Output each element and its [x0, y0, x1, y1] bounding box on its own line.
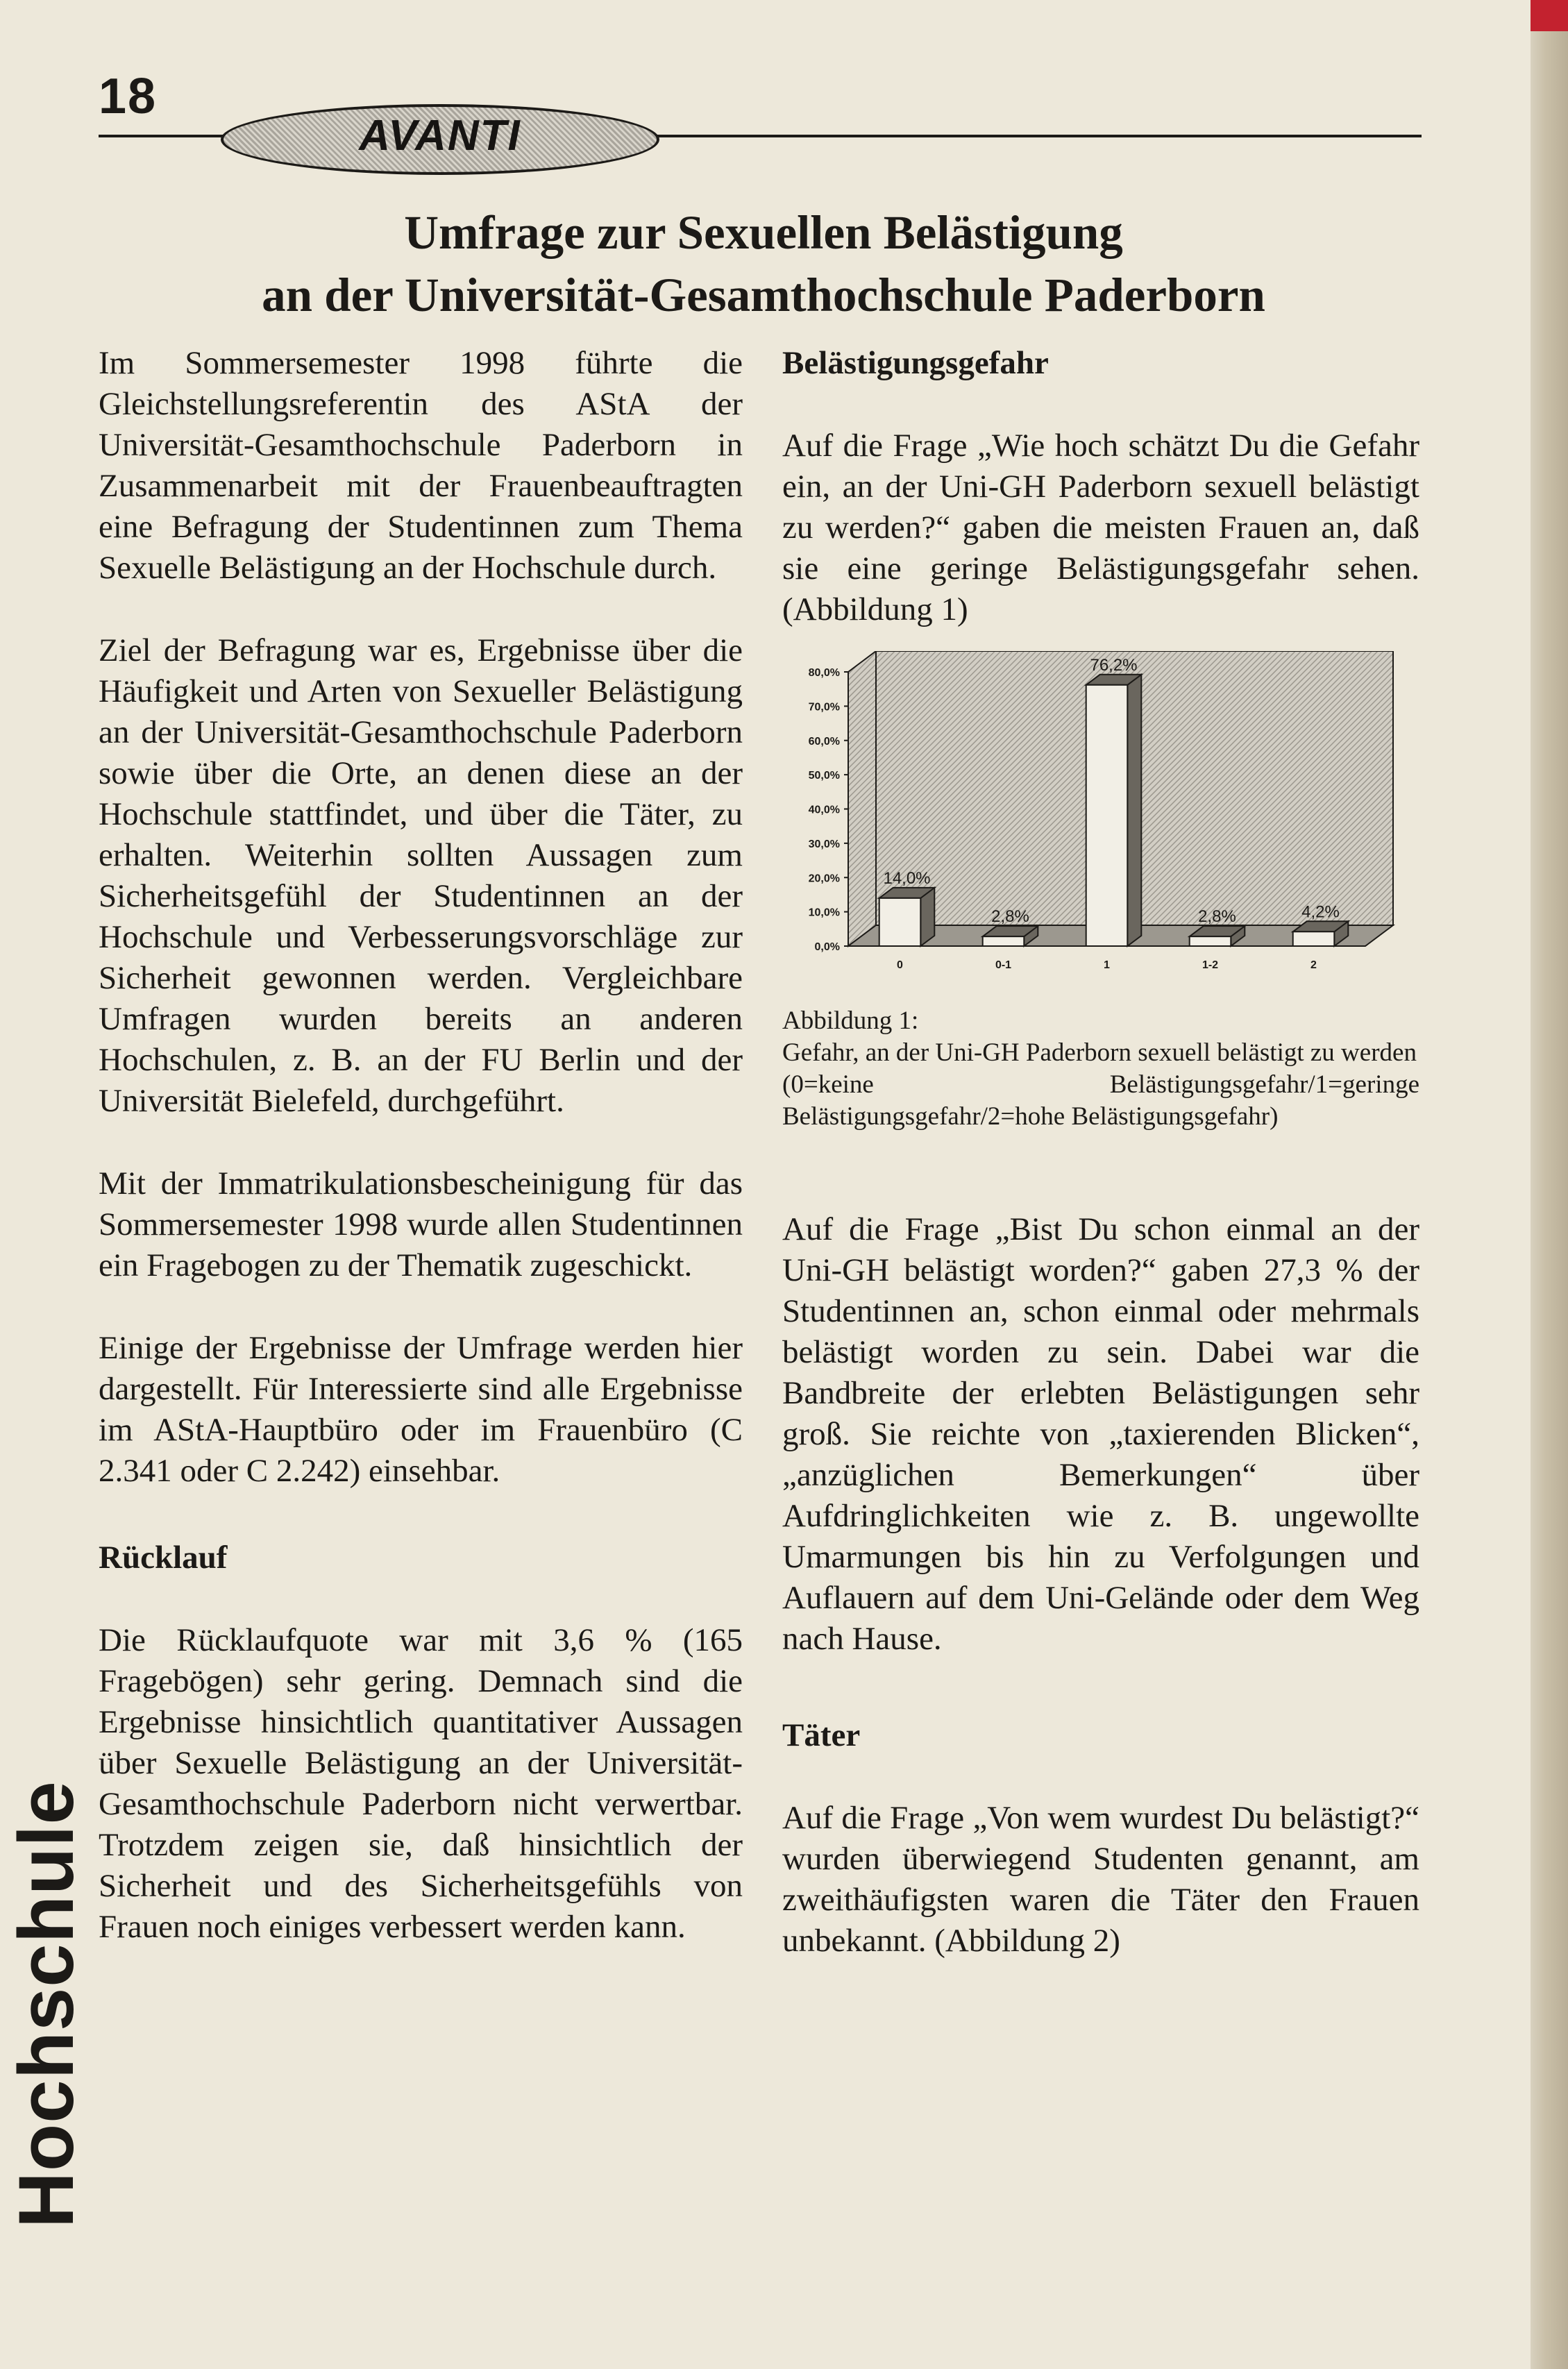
magazine-logo-text: AVANTI: [359, 112, 521, 160]
headline-line-2: an der Universität-Gesamthochschule Paderborn: [262, 269, 1265, 321]
y-tick-label: 40,0%: [808, 804, 840, 816]
bar: [1086, 685, 1128, 946]
results-paragraph: Einige der Ergebnisse der Umfrage werden hier dargestellt. Für Interessierte sind alle Ergebnisse im AStA-Hauptbüro oder im Frauenbüro (C 2.341 oder C 2.242) einsehbar.: [99, 1330, 743, 1489]
left-column: [99, 343, 743, 1948]
bar-data-label: 76,2%: [1090, 655, 1138, 675]
caption-title: Abbildung 1:: [782, 1006, 919, 1035]
bar-chart: [782, 651, 1419, 984]
distribution-paragraph: Mit der Immatrikulationsbescheinigung für das Sommersemester 1998 wurde allen Studentinnen ein Fragebogen zu der Thematik zugeschickt.: [99, 1165, 743, 1283]
caption-text: Gefahr, an der Uni-GH Paderborn sexuell belästigt zu werden: [782, 1038, 1417, 1067]
x-tick-label: 1-2: [1202, 959, 1219, 971]
bar: [879, 898, 921, 946]
y-tick-label: 60,0%: [808, 735, 840, 748]
x-tick-label: 2: [1310, 959, 1317, 971]
section-label-vertical: Hochschule: [3, 1780, 90, 2228]
subhead-ruecklauf: Rücklauf: [99, 1540, 228, 1576]
intro-paragraph: Im Sommersemester 1998 führte die Gleichstellungsreferentin des AStA der Universität-Gesamthochschule Paderborn in Zusammenarbeit mit der Frauenbeauftragten eine Befragung der Studentinnen zum Thema Sexuelle Belästigung an der Hochschule durch.: [99, 345, 743, 586]
y-tick-label: 0,0%: [814, 941, 840, 953]
goal-paragraph: Ziel der Befragung war es, Ergebnisse über die Häufigkeit und Arten von Sexueller Belästigung an der Universität-Gesamthochschule Paderborn sowie über die Orte, an denen diese an der Hochschule stattfindet, und über die Täter, zu erhalten. Weiterhin sollten Aussagen zum Sicherheitsgefühl der Studentinnen an der Hochschule und Verbesserungsvorschläge zur Sicherheit gewonnen werden. Vergleichbare Umfragen wurden bereits an anderen Hochschulen, z. B. an der FU Berlin und der Universität Bielefeld, durchgeführt.: [99, 632, 743, 1119]
article-headline: [97, 201, 1430, 326]
y-tick-label: 70,0%: [808, 701, 840, 714]
figure-1-chart: [782, 651, 1419, 984]
y-tick-label: 20,0%: [808, 872, 840, 885]
bar-data-label: 14,0%: [883, 868, 931, 888]
x-tick-label: 0: [897, 959, 903, 971]
subhead-taeter: Täter: [782, 1717, 861, 1753]
x-tick-label: 1: [1104, 959, 1110, 971]
right-column: [782, 343, 1419, 1962]
y-tick-label: 30,0%: [808, 838, 840, 850]
gefahr-paragraph: Auf die Frage „Wie hoch schätzt Du die Gefahr ein, an der Uni-GH Paderborn sexuell belästigt zu werden?“ gaben die meisten Frauen an, daß sie eine geringe Belästigungsgefahr sehen. (Abbildung 1): [782, 428, 1419, 627]
y-tick-label: 10,0%: [808, 907, 840, 919]
headline-line-1: Umfrage zur Sexuellen Belästigung: [404, 206, 1123, 259]
bar: [1190, 936, 1231, 946]
bar-data-label: 2,8%: [1198, 907, 1236, 927]
ruecklauf-paragraph: Die Rücklaufquote war mit 3,6 % (165 Fragebögen) sehr gering. Demnach sind die Ergebnisse hinsichtlich quantitativer Aussagen über Sexuelle Belästigung an der Universität-Gesamthochschule Paderborn nicht verwertbar. Trotzdem zeigen sie, daß hinsichtlich der Sicherheit und des Sicherheitsgefühls von Frauen noch einiges verbessert werden kann.: [99, 1622, 743, 1945]
caption-legend: (0=keine Belästigungsgefahr/1=geringe Belästigungsgefahr/2=hohe Belästigungsgefahr): [782, 1070, 1419, 1131]
chart-side-wall: [848, 651, 876, 946]
adjacent-page-edge: [1531, 0, 1568, 2369]
page-number: 18: [99, 69, 158, 124]
figure-1-caption: [782, 1005, 1419, 1133]
belaestigt-paragraph: Auf die Frage „Bist Du schon einmal an der Uni-GH belästigt worden?“ gaben 27,3 % der Studentinnen an, schon einmal oder mehrmals belästigt worden zu sein. Dabei war die Bandbreite der erlebten Belästigungen sehr groß. Sie reichte von „taxierenden Blicken“, „anzüglichen Bemerkungen“ über Aufdringlichkeiten wie z. B. ungewollte Umarmungen bis hin zu Verfolgungen und Auflauern auf dem Uni-Gelände oder dem Weg nach Hause.: [782, 1211, 1419, 1657]
bar-data-label: 4,2%: [1301, 902, 1340, 922]
taeter-paragraph: Auf die Frage „Von wem wurdest Du belästigt?“ wurden überwiegend Studenten genannt, am zweithäufigsten waren die Täter den Frauen unbekannt. (Abbildung 2): [782, 1800, 1419, 1959]
red-corner-mark: [1531, 0, 1568, 31]
y-tick-label: 80,0%: [808, 667, 840, 679]
x-tick-label: 0-1: [995, 959, 1012, 971]
bar: [983, 936, 1025, 946]
subhead-belaestigungsgefahr: Belästigungsgefahr: [782, 345, 1049, 381]
y-tick-label: 50,0%: [808, 770, 840, 782]
bar: [1293, 931, 1335, 946]
bar-side: [1127, 675, 1141, 946]
bar-data-label: 2,8%: [991, 907, 1029, 927]
